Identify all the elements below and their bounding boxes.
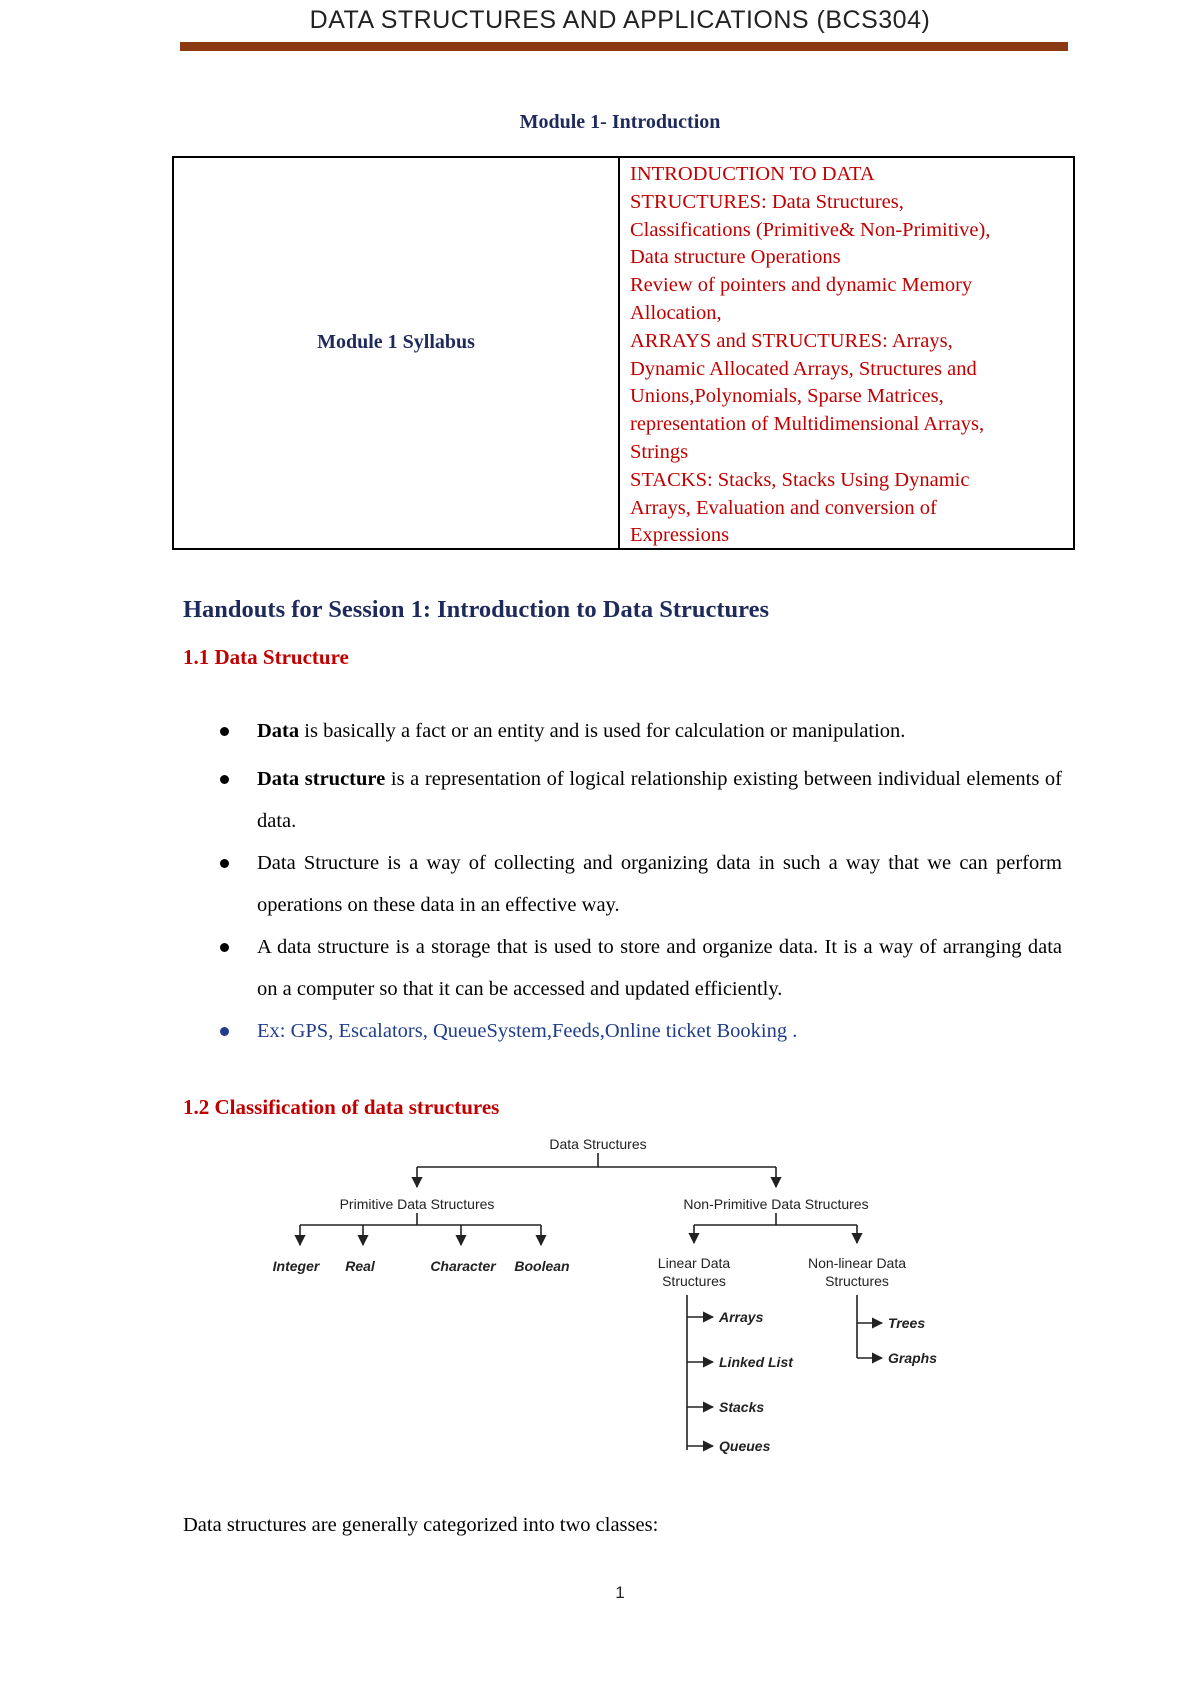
bullet-text: A data structure is a storage that is used to store and organize data. It is a way of arranging data on a computer so that it can be accessed and updated efficiently. bbox=[257, 936, 1062, 1000]
syllabus-line: representation of Multidimensional Arrays, bbox=[630, 413, 985, 436]
syllabus-line: STACKS: Stacks, Stacks Using Dynamic bbox=[630, 468, 970, 491]
bullet-text: Ex: GPS, Escalators, QueueSystem,Feeds,Online ticket Booking . bbox=[257, 1020, 798, 1042]
bullet-dot bbox=[220, 1027, 229, 1036]
syllabus-line: Allocation, bbox=[630, 301, 722, 324]
bullet-dot bbox=[220, 727, 229, 736]
node-graphs: Graphs bbox=[888, 1350, 938, 1366]
header-rule bbox=[180, 42, 1068, 51]
bullet-text: is basically a fact or an entity and is used for calculation or manipulation. bbox=[299, 720, 906, 742]
bullet-list bbox=[218, 710, 1062, 1052]
handout-title: Handouts for Session 1: Introduction to Data Structures bbox=[183, 596, 770, 623]
node-arrays: Arrays bbox=[719, 1309, 764, 1325]
list-item bbox=[218, 842, 1062, 926]
node-linked-list: Linked List bbox=[719, 1354, 793, 1370]
bullet-text: Data Structure is a way of collecting and organizing data in such a way that we can perform operations on these data in an effective way. bbox=[257, 852, 1062, 916]
syllabus-content bbox=[620, 158, 1073, 548]
bullet-bold-term: Data structure bbox=[257, 768, 386, 790]
node-linear-line1: Linear Data bbox=[657, 1255, 731, 1271]
list-item bbox=[218, 758, 1062, 842]
syllabus-line: Unions,Polynomials, Sparse Matrices, bbox=[630, 385, 944, 408]
bullet-dot bbox=[220, 859, 229, 868]
syllabus-line: Strings bbox=[630, 440, 689, 463]
node-non-primitive: Non-Primitive Data Structures bbox=[683, 1196, 869, 1212]
section-heading-1-2: 1.2 Classification of data structures bbox=[183, 1095, 500, 1119]
syllabus-line: ARRAYS and STRUCTURES: Arrays, bbox=[630, 329, 953, 352]
node-nonlinear-line2: Structures bbox=[825, 1273, 889, 1289]
list-item bbox=[218, 926, 1062, 1010]
classification-diagram bbox=[260, 1135, 980, 1475]
bullet-dot bbox=[220, 775, 229, 784]
syllabus-line: Dynamic Allocated Arrays, Structures and bbox=[630, 357, 977, 380]
node-queues: Queues bbox=[719, 1438, 771, 1454]
node-trees: Trees bbox=[888, 1315, 926, 1331]
bullet-text: is a representation of logical relationship existing between individual elements of data. bbox=[257, 768, 1063, 832]
node-character: Character bbox=[430, 1258, 496, 1274]
bullet-dot bbox=[220, 943, 229, 952]
syllabus-line: Expressions bbox=[630, 524, 730, 547]
syllabus-line: Data structure Operations bbox=[630, 246, 841, 269]
paragraph-text: Data structures are generally categorized into two classes: bbox=[183, 1514, 659, 1536]
syllabus-table bbox=[172, 156, 1075, 550]
node-root: Data Structures bbox=[549, 1136, 647, 1152]
section-heading-1-1: 1.1 Data Structure bbox=[183, 645, 349, 669]
syllabus-line: Arrays, Evaluation and conversion of bbox=[630, 496, 937, 519]
node-primitive: Primitive Data Structures bbox=[339, 1196, 495, 1212]
syllabus-line: Classifications (Primitive& Non-Primitive), bbox=[630, 218, 991, 241]
node-boolean: Boolean bbox=[514, 1258, 570, 1274]
module-title: Module 1- Introduction bbox=[519, 111, 721, 133]
node-linear-line2: Structures bbox=[662, 1273, 726, 1289]
list-item bbox=[218, 1010, 1062, 1052]
node-stacks: Stacks bbox=[719, 1399, 765, 1415]
document-header-title: DATA STRUCTURES AND APPLICATIONS (BCS304) bbox=[309, 6, 931, 34]
page-number: 1 bbox=[615, 1583, 625, 1602]
node-integer: Integer bbox=[272, 1258, 320, 1274]
list-item bbox=[218, 710, 1062, 752]
syllabus-line: Review of pointers and dynamic Memory bbox=[630, 274, 973, 297]
bullet-bold-term: Data bbox=[257, 720, 300, 742]
syllabus-line: STRUCTURES: Data Structures, bbox=[630, 190, 904, 213]
node-real: Real bbox=[345, 1258, 375, 1274]
syllabus-line: INTRODUCTION TO DATA bbox=[630, 163, 875, 185]
syllabus-label: Module 1 Syllabus bbox=[174, 158, 620, 548]
node-nonlinear-line1: Non-linear Data bbox=[807, 1255, 907, 1271]
